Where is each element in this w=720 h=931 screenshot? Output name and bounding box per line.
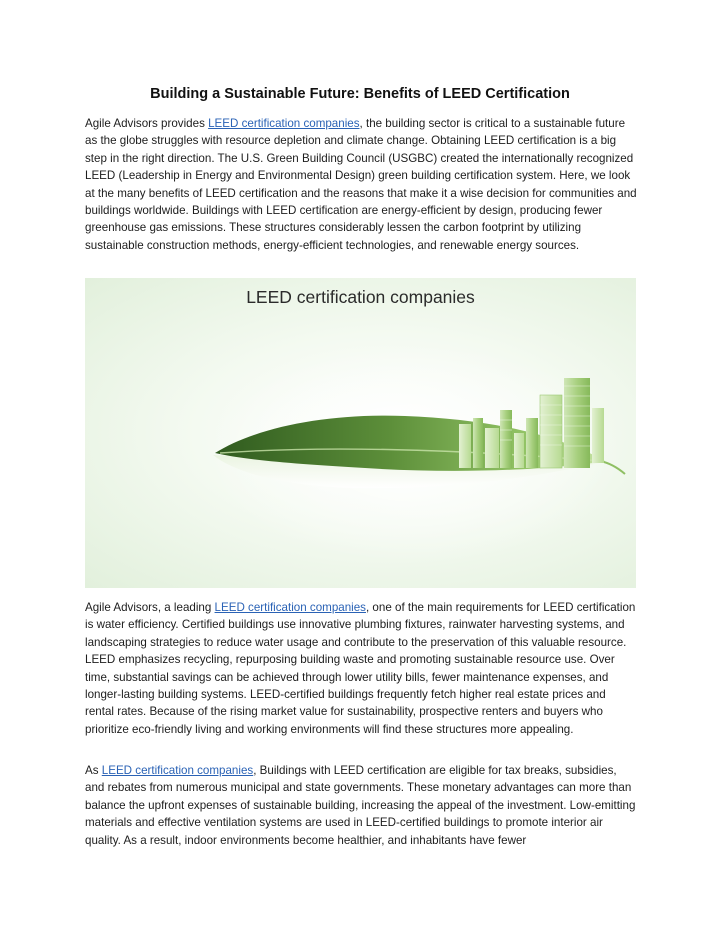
paragraph-text: Agile Advisors provides [85,117,209,130]
paragraph-text: , the building sector is critical to a sustainable future as the globe struggles with resource depletion and climate change. Obtaining LEED certification is a big step in the right direction. The U.S. Green Building Council (USGBC) created the internationally recognized LEED (Leadership in Energy and Environmental Design) green building certification system. Here, we look at the many benefits of LEED certification and the reasons that make it a wise decision for communities and buildings worldwide. Buildings with LEED certification are energy-efficient by design, producing fewer greenhouse gas emissions. These structures considerably lessen the carbon footprint by utilizing sustainable construction methods, energy-efficient technologies, and renewable energy sources. [85,117,637,252]
paragraph-text: , Buildings with LEED certification are eligible for tax breaks, subsidies, and rebates from numerous municipal and state governments. These monetary advantages can more than balance the upfront expenses of sustainable building, increasing the appeal of the investment. Low-emitting materials and effective ventilation systems are used in LEED-certified buildings to promote interior air quality. As a result, indoor environments become healthier, and inhabitants have fewer [85,764,636,847]
leed-companies-link[interactable]: LEED certification companies [208,117,360,130]
leed-companies-link[interactable]: LEED certification companies [214,601,366,614]
figure-caption: LEED certification companies [246,287,475,307]
article-title: Building a Sustainable Future: Benefits of LEED Certification [150,86,570,102]
paragraph-incentives [85,762,637,849]
leed-companies-link[interactable]: LEED certification companies [101,764,254,777]
leaf-city-illustration [85,278,636,588]
paragraph-water-efficiency [85,599,637,738]
leaf-city-graphic [85,278,636,588]
paragraph-text: , one of the main requirements for LEED certification is water efficiency. Certified buildings use innovative plumbing fixtures, rainwater harvesting systems, and landscaping strategies to reduce water usage and contribute to the preservation of this valuable resource. LEED emphasizes recycling, repurposing building waste and promoting sustainable resource use. Over time, substantial savings can be achieved through lower utility bills, fewer maintenance expenses, and longer-lasting building systems. LEED-certified buildings frequently fetch higher real estate prices and rental rates. Because of the rising market value for sustainability, prospective renters and buyers who prioritize eco-friendly living and working environments will find these structures more appealing. [85,601,636,736]
paragraph-text: Agile Advisors, a leading [85,601,215,614]
paragraph-intro [85,115,637,254]
paragraph-text: As [85,764,102,777]
